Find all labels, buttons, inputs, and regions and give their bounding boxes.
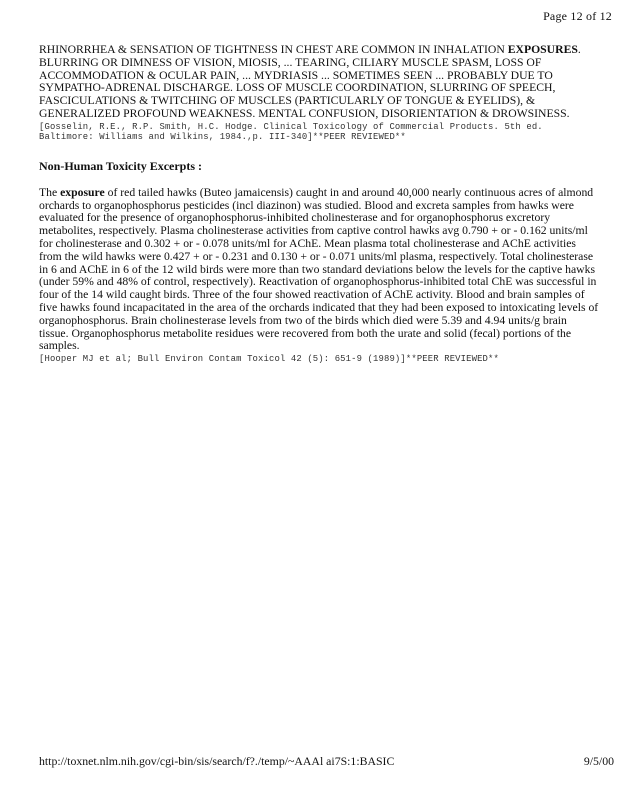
hawks-text-start: The bbox=[39, 185, 61, 199]
section-heading: Non-Human Toxicity Excerpts : bbox=[39, 158, 203, 173]
hawks-study-paragraph bbox=[39, 187, 599, 353]
footer-url: http://toxnet.nlm.nih.gov/cgi-bin/sis/search/f?./temp/~AAAl ai7S:1:BASIC bbox=[39, 754, 395, 768]
footer-date: 9/5/00 bbox=[583, 754, 614, 768]
symptoms-bold-term: EXPOSURES bbox=[507, 43, 578, 56]
hawks-citation: [Hooper MJ et al; Bull Environ Contam Toxicol 42 (5): 651-9 (1989)]**PEER REVIEWED** bbox=[39, 354, 499, 365]
hawks-bold-term: exposure bbox=[60, 185, 105, 199]
symptoms-text-start: RHINORRHEA & SENSATION OF TIGHTNESS IN CHEST ARE COMMON IN INHALATION bbox=[39, 43, 508, 56]
document-body bbox=[39, 44, 599, 365]
symptoms-paragraph bbox=[39, 44, 599, 121]
hawks-text-end: of red tailed hawks (Buteo jamaicensis) caught in and around 40,000 nearly continuous acres of almond orchards to organophosphorus pesticides (incl diazinon) was studied. Blood and excreta samples from hawks were evaluated for the presence of organophosphorus-inhibited cholinesterase and for organophosphorus excretory metabolites, respectively. Plasma cholinesterase activities from captive control hawks avg 0.790 + or - 0.162 units/ml for cholinesterase and 0.302 + or - 0.078 units/ml for AChE. Mean plasma total cholinesterase and AChE activities from the wild hawks were 0.427 + or - 0.231 and 0.130 + or - 0.071 units/ml plasma, respectively. Total cholinesterase in 6 and AChE in 6 of the 12 wild birds were more than two standard deviations below the levels for the captive hawks (under 59% and 48% of control, respectively). Reactivation of organophosphorus-inhibited total ChE was successful in four of the 14 wild caught birds. Three of the four showed reactivation of AChE activity. Blood and brain samples of five hawks found incapacitated in the area of the orchards indicated that they had been exposed to intoxicating levels of organophosphorus. Brain cholinesterase levels from two of the birds which died were 5.39 and 4.94 units/g brain tissue. Organophosphorus metabolite residues were recovered from both the urate and solid (fecal) portions of the samples. bbox=[39, 185, 599, 353]
symptoms-text-end: . BLURRING OR DIMNESS OF VISION, MIOSIS, ... TEARING, CILIARY MUSCLE SPASM, LOSS OF ACCOMMODATION & OCULAR PAIN, ... MYDRIASIS ... SOMETIMES SEEN ... PROBABLY DUE TO SYMPATHO-ADRENAL DISCHARGE. LOSS OF MUSCLE COORDINATION, SLURRING OF SPEECH, FASCICULATIONS & TWITCHING OF MUSCLES (PARTICULARLY OF TONGUE & EYELIDS), & GENERALIZED PROFOUND WEAKNESS. MENTAL CONFUSION, DISORIENTATION & DROWSINESS. bbox=[39, 43, 581, 120]
page-number: Page 12 of 12 bbox=[543, 9, 612, 23]
symptoms-citation: [Gosselin, R.E., R.P. Smith, H.C. Hodge. Clinical Toxicology of Commercial Products. 5th ed. Baltimore: Williams and Wilkins, 1984.,p. III-340]**PEER REVIEWED** bbox=[39, 121, 543, 143]
